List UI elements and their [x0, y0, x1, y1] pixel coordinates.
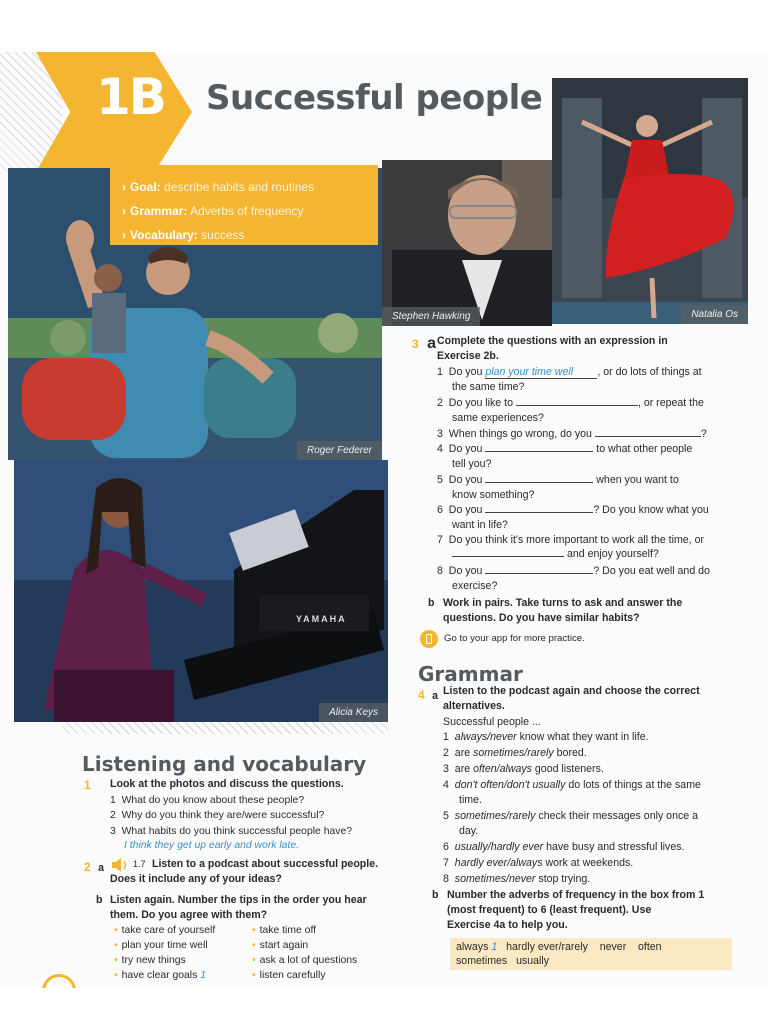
- ex3-item-cont: exercise?: [452, 580, 498, 592]
- ex3-item-cont: want in life?: [452, 519, 508, 531]
- ex2-title-2: Does it include any of your ideas?: [110, 873, 282, 885]
- ex3-item: 3 When things go wrong, do you ?: [437, 428, 707, 440]
- caption-natalia: Natalia Os: [681, 305, 748, 324]
- ex3-item-cont: tell you?: [452, 458, 492, 470]
- ex4-item: 1 always/never know what they want in life.: [443, 731, 649, 743]
- ex4-item: 7 hardly ever/always work at weekends.: [443, 857, 634, 869]
- ex3b-instruction-2: questions. Do you have similar habits?: [443, 612, 640, 624]
- exercise-number: 2: [84, 860, 91, 874]
- ex4-item: 6 usually/hardly ever have busy and stressful lives.: [443, 841, 685, 853]
- caption-federer: Roger Federer: [297, 441, 382, 460]
- ex1-item: 2 Why do you think they are/were successful?: [110, 810, 325, 821]
- tip-item: • take care of yourself: [114, 925, 216, 936]
- answer-blank[interactable]: [485, 512, 593, 513]
- app-icon[interactable]: [420, 630, 438, 648]
- caption-hawking: Stephen Hawking: [382, 307, 480, 326]
- ex4b-instruction: Number the adverbs of frequency in the box from 1: [447, 889, 705, 901]
- part-label: a: [427, 335, 437, 352]
- part-label: b: [96, 894, 103, 906]
- exercise-number: 4: [418, 688, 425, 702]
- answer-blank[interactable]: [516, 405, 638, 406]
- ex1-item: 1 What do you know about these people?: [110, 795, 305, 806]
- alternatives[interactable]: sometimes/rarely: [473, 747, 554, 759]
- ex4-item: 8 sometimes/never stop trying.: [443, 873, 591, 885]
- tip-item: • plan your time well: [114, 940, 208, 951]
- ex3b-instruction: Work in pairs. Take turns to ask and answer the: [443, 597, 683, 609]
- goals-box: [110, 165, 378, 245]
- ex4-lead: Successful people ...: [443, 716, 541, 728]
- part-label: b: [428, 597, 435, 609]
- ex3-instruction: Complete the questions with an expression in: [437, 335, 668, 347]
- ex3-item: 8 Do you ? Do you eat well and do: [437, 565, 710, 577]
- exercise-number: 1: [84, 778, 91, 792]
- ex2-title: Listen to a podcast about successful people.: [152, 858, 379, 870]
- listening-heading: Listening and vocabulary: [82, 752, 367, 776]
- answer-blank[interactable]: [485, 451, 593, 452]
- ex3-item-cont: know something?: [452, 489, 535, 501]
- hawking-illustration: [382, 160, 552, 326]
- ex1-title: Look at the photos and discuss the questions.: [110, 778, 344, 790]
- ex4-item: 5 sometimes/rarely check their messages only once a: [443, 810, 698, 822]
- page-bottom-edge: [0, 988, 768, 1024]
- ex3-item-cont: and enjoy yourself?: [452, 548, 659, 560]
- caption-alicia-keys: Alicia Keys: [319, 703, 388, 722]
- alternatives[interactable]: sometimes/never: [454, 873, 536, 885]
- ex4b-instruction-2: (most frequent) to 6 (least frequent). Use: [447, 904, 652, 916]
- ex4-item-cont: day.: [459, 825, 479, 837]
- alternatives[interactable]: don't often/don't usually: [454, 779, 566, 791]
- alternatives[interactable]: sometimes/rarely: [454, 810, 536, 822]
- answer-blank[interactable]: [452, 556, 564, 557]
- part-label: b: [432, 889, 439, 901]
- ex2b-instruction-2: them. Do you agree with them?: [110, 909, 268, 921]
- ex4-item: 2 are sometimes/rarely bored.: [443, 747, 587, 759]
- ex4-instruction: Listen to the podcast again and choose the correct: [443, 685, 700, 697]
- hatched-strip: [62, 722, 388, 734]
- ex3-item: 4 Do you to what other people: [437, 443, 693, 455]
- ex4-instruction-2: alternatives.: [443, 700, 505, 712]
- grammar-line: › Grammar: Adverbs of frequency: [122, 204, 304, 218]
- piano-brand-logo: YAMAHA: [296, 614, 347, 624]
- photo-stephen-hawking: [382, 160, 552, 326]
- dancer-illustration: [552, 78, 748, 324]
- grammar-heading: Grammar: [418, 662, 523, 686]
- adverbs-row: always 1 hardly ever/rarely never often: [456, 941, 662, 953]
- page-margin: [0, 0, 768, 52]
- part-label: a: [98, 862, 105, 874]
- track-number: 1.7: [133, 859, 146, 869]
- ex4-item-cont: time.: [459, 794, 482, 806]
- ex3-item-cont: same experiences?: [452, 412, 544, 424]
- answer-blank[interactable]: plan your time well: [485, 366, 597, 379]
- exercise-number: 3: [412, 337, 419, 351]
- alternatives[interactable]: hardly ever/always: [454, 857, 543, 869]
- unit-number: 1B: [96, 68, 165, 126]
- pianist-illustration: [14, 460, 388, 722]
- answer-blank[interactable]: [595, 436, 701, 437]
- ex4-item: 3 are often/always good listeners.: [443, 763, 604, 775]
- ex3-item: 6 Do you ? Do you know what you: [437, 504, 709, 516]
- ex3-item: 5 Do you when you want to: [437, 474, 679, 486]
- alternatives[interactable]: always/never: [454, 731, 517, 743]
- photo-alicia-keys: [14, 460, 388, 722]
- ex3-item: 1 Do you plan your time well , or do lots of things at: [437, 366, 702, 378]
- part-label: a: [432, 690, 439, 702]
- vocabulary-line: › Vocabulary: success: [122, 228, 245, 242]
- adverbs-row: sometimes usually: [456, 955, 550, 967]
- ex4-item: 4 don't often/don't usually do lots of things at the same: [443, 779, 701, 791]
- ex4b-instruction-3: Exercise 4a to help you.: [447, 919, 568, 931]
- answer-blank[interactable]: [485, 573, 593, 574]
- ex3-item: 7 Do you think it's more important to work all the time, or: [437, 534, 704, 546]
- audio-icon[interactable]: [110, 857, 130, 873]
- ex1-item: 3 What habits do you think successful people have?: [110, 826, 353, 837]
- ex2b-instruction: Listen again. Number the tips in the order you hear: [110, 894, 367, 906]
- tip-item: • try new things: [114, 955, 186, 966]
- photo-natalia: [552, 78, 748, 324]
- ex1-example: I think they get up early and work late.: [124, 840, 300, 851]
- goal-line: › Goal: describe habits and routines: [122, 180, 315, 194]
- tip-item: • listen carefully: [252, 970, 326, 981]
- tip-item: • have clear goals 1: [114, 970, 206, 981]
- unit-title: Successful people: [206, 78, 543, 118]
- alternatives[interactable]: usually/hardly ever: [454, 841, 544, 853]
- answer-blank[interactable]: [485, 482, 593, 483]
- tip-item: • start again: [252, 940, 309, 951]
- ex3-instruction-2: Exercise 2b.: [437, 350, 499, 362]
- tip-item: • ask a lot of questions: [252, 955, 358, 966]
- alternatives[interactable]: often/always: [473, 763, 532, 775]
- tip-item: • take time off: [252, 925, 317, 936]
- app-practice-link[interactable]: Go to your app for more practice.: [444, 633, 585, 644]
- ex3-item-cont: the same time?: [452, 381, 525, 393]
- ex3-item: 2 Do you like to , or repeat the: [437, 397, 704, 409]
